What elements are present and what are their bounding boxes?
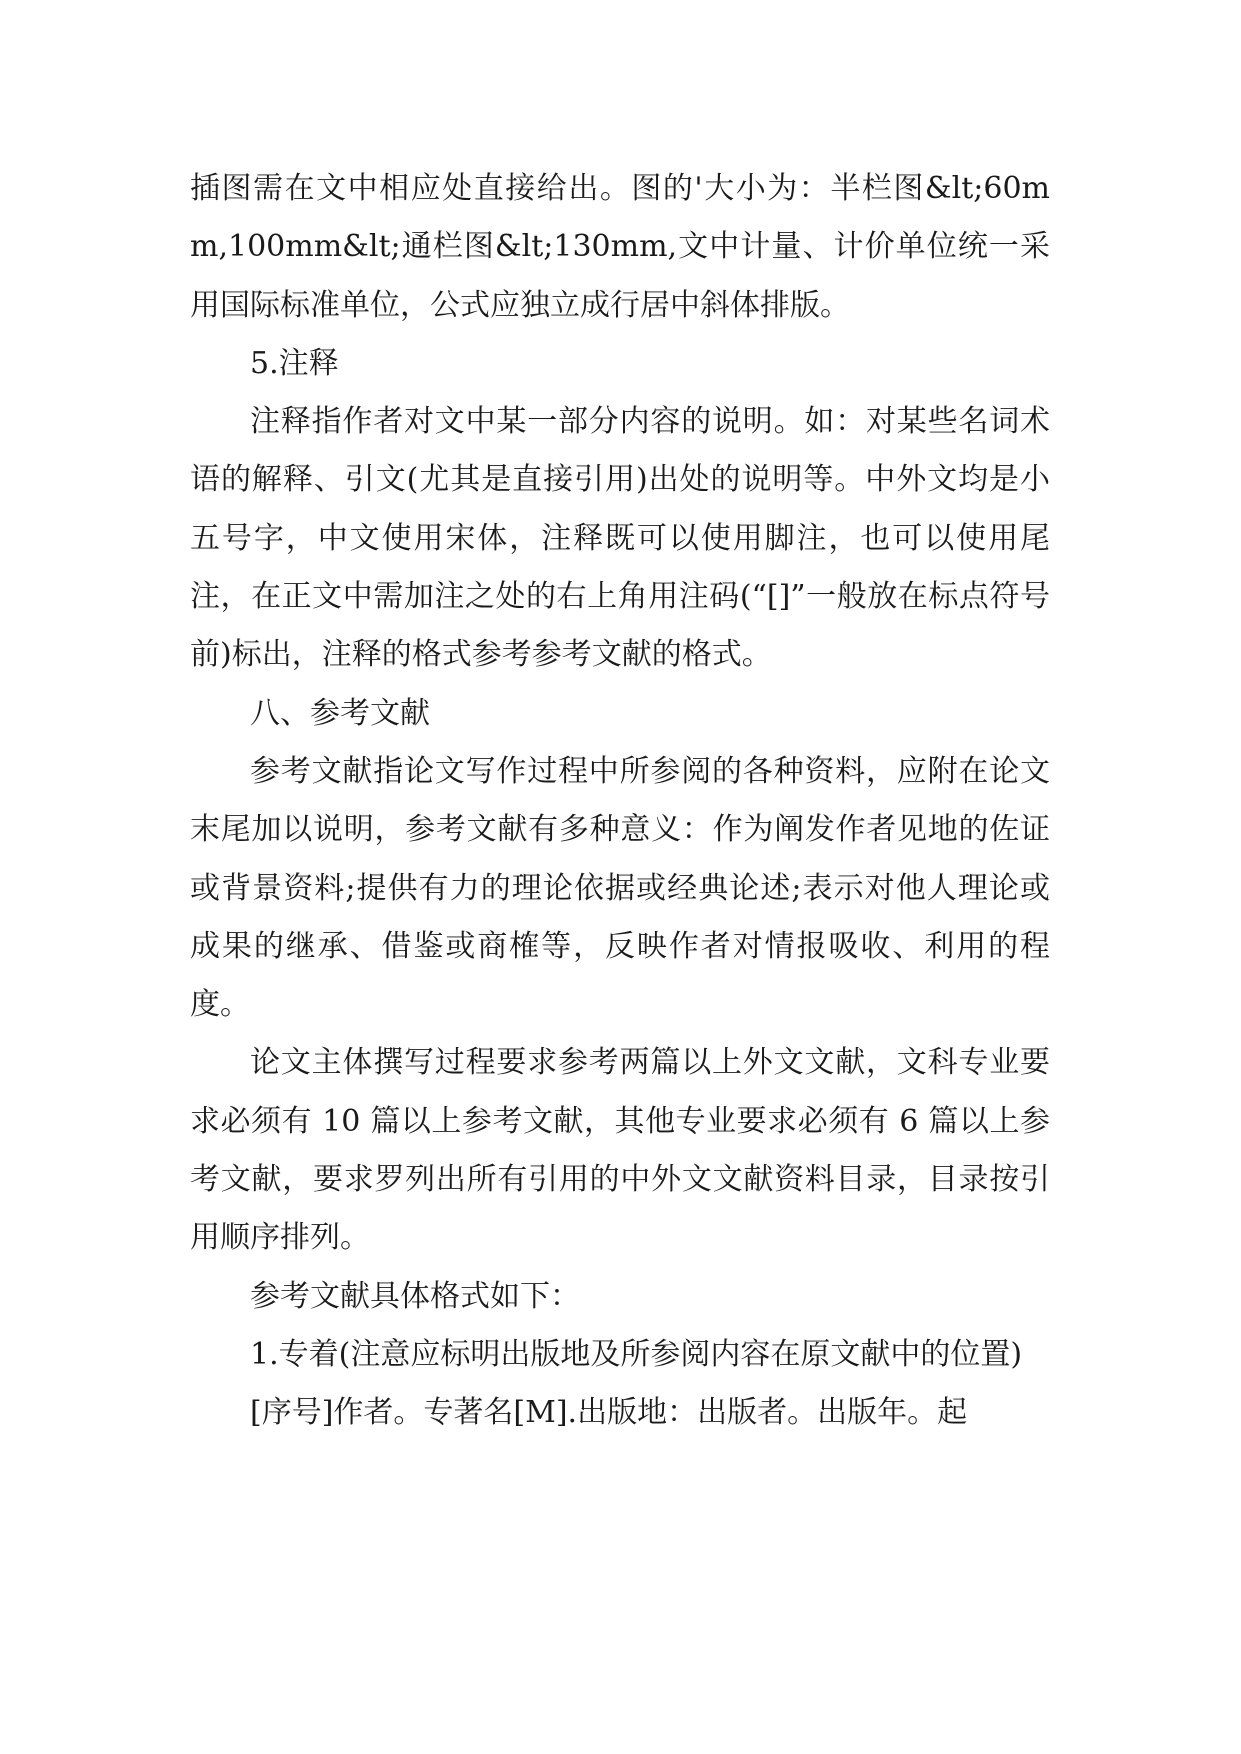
paragraph-references-purpose: 参考文献指论文写作过程中所参阅的各种资料，应附在论文末尾加以说明，参考文献有多种意义：作为阐发作者见地的佐证或背景资料;提供有力的理论依据或经典论述;表示对他人理论或成果的继承、借鉴或商榷等，反映作者对情报吸收、利用的程度。 [190, 753, 1050, 1023]
heading-notes: 5.注释 [250, 345, 339, 381]
paragraph-references-format-intro: 参考文献具体格式如下： [250, 1278, 580, 1314]
heading-monograph: 1.专着(注意应标明出版地及所参阅内容在原文献中的位置) [250, 1336, 1023, 1372]
document-body [190, 160, 1050, 1443]
paragraph-figure-spec: 插图需在文中相应处直接给出。图的'大小为：半栏图&lt;60mm,100mm&lt;通栏图&lt;130mm,文中计量、计价单位统一采用国际标准单位，公式应独立成行居中斜体排版。 [190, 171, 1050, 323]
heading-references: 八、参考文献 [250, 695, 430, 731]
paragraph-references-requirements: 论文主体撰写过程要求参考两篇以上外文文献，文科专业要求必须有 10 篇以上参考文献，其他专业要求必须有 6 篇以上参考文献，要求罗列出所有引用的中外文文献资料目录，目录按引用顺序排列。 [190, 1045, 1050, 1256]
paragraph-notes-body: 注释指作者对文中某一部分内容的说明。如：对某些名词术语的解释、引文(尤其是直接引用)出处的说明等。中外文均是小五号字，中文使用宋体，注释既可以使用脚注，也可以使用尾注，在正文中需加注之处的右上角用注码(“[]”一般放在标点符号前)标出，注释的格式参考参考文献的格式。 [190, 404, 1050, 673]
paragraph-monograph-format: [序号]作者。专著名[M].出版地：出版者。出版年。起 [250, 1395, 968, 1431]
